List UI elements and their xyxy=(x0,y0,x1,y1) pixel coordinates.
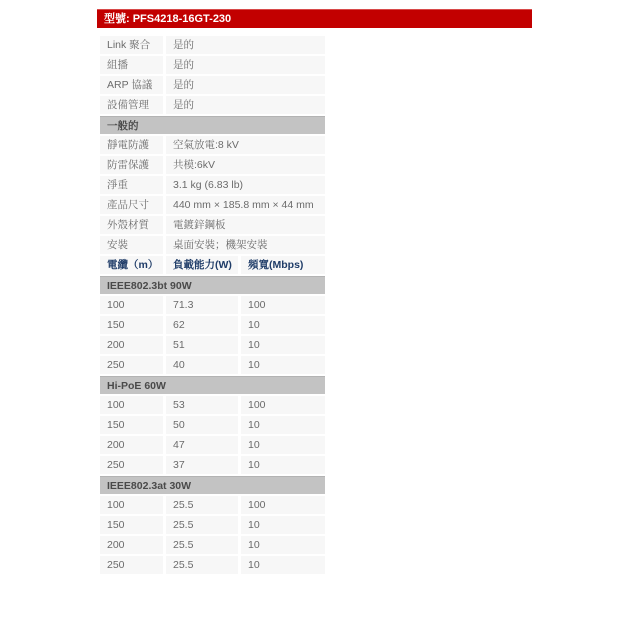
spec-row xyxy=(100,36,325,54)
spec-label: 產品尺寸 xyxy=(100,196,163,214)
poe-bandwidth: 10 xyxy=(241,556,325,574)
poe-header-row xyxy=(100,256,325,274)
section-header-poe: IEEE802.3at 30W xyxy=(100,476,325,494)
spec-row xyxy=(100,156,325,174)
poe-cable-length: 100 xyxy=(100,496,163,514)
poe-row xyxy=(100,536,325,554)
spec-row xyxy=(100,196,325,214)
poe-load-capacity: 50 xyxy=(166,416,238,434)
spec-row xyxy=(100,176,325,194)
poe-row xyxy=(100,436,325,454)
spec-label: 設備管理 xyxy=(100,96,163,114)
spec-label: 外殼材質 xyxy=(100,216,163,234)
poe-bandwidth: 10 xyxy=(241,336,325,354)
poe-load-capacity: 71.3 xyxy=(166,296,238,314)
poe-row xyxy=(100,456,325,474)
spec-table xyxy=(100,36,325,574)
spec-label: Link 聚合 xyxy=(100,36,163,54)
spec-value: 是的 xyxy=(166,56,325,74)
spec-value: 是的 xyxy=(166,96,325,114)
poe-cable-length: 200 xyxy=(100,436,163,454)
spec-row xyxy=(100,96,325,114)
poe-cable-length: 150 xyxy=(100,516,163,534)
poe-load-capacity: 37 xyxy=(166,456,238,474)
poe-row xyxy=(100,496,325,514)
spec-value: 電鍍鋅鋼板 xyxy=(166,216,325,234)
poe-cable-length: 200 xyxy=(100,336,163,354)
spec-label: 防雷保護 xyxy=(100,156,163,174)
spec-value: 桌面安裝；機架安裝 xyxy=(166,236,325,254)
model-label: 型號: PFS4218-16GT-230 xyxy=(104,13,232,25)
poe-cable-length: 150 xyxy=(100,316,163,334)
poe-bandwidth: 10 xyxy=(241,456,325,474)
spec-row xyxy=(100,136,325,154)
poe-load-capacity: 25.5 xyxy=(166,496,238,514)
spec-label: 淨重 xyxy=(100,176,163,194)
poe-load-capacity: 25.5 xyxy=(166,516,238,534)
poe-row xyxy=(100,516,325,534)
poe-cable-length: 150 xyxy=(100,416,163,434)
poe-row xyxy=(100,416,325,434)
poe-load-capacity: 62 xyxy=(166,316,238,334)
spec-label: 安裝 xyxy=(100,236,163,254)
spec-row xyxy=(100,216,325,234)
poe-load-capacity: 51 xyxy=(166,336,238,354)
section-header-general: 一般的 xyxy=(100,116,325,134)
poe-cable-length: 200 xyxy=(100,536,163,554)
poe-cable-length: 100 xyxy=(100,296,163,314)
poe-bandwidth: 100 xyxy=(241,496,325,514)
poe-bandwidth: 10 xyxy=(241,356,325,374)
poe-bandwidth: 10 xyxy=(241,436,325,454)
section-header-poe: IEEE802.3bt 90W xyxy=(100,276,325,294)
spec-value: 440 mm × 185.8 mm × 44 mm xyxy=(166,196,325,214)
poe-row xyxy=(100,356,325,374)
spec-label: 靜電防護 xyxy=(100,136,163,154)
spec-row xyxy=(100,76,325,94)
spec-label: 組播 xyxy=(100,56,163,74)
spec-label: ARP 協議 xyxy=(100,76,163,94)
poe-bandwidth: 100 xyxy=(241,296,325,314)
poe-bandwidth: 10 xyxy=(241,416,325,434)
poe-bandwidth: 100 xyxy=(241,396,325,414)
section-header-poe: Hi-PoE 60W xyxy=(100,376,325,394)
model-header-bar xyxy=(97,9,532,28)
poe-cable-length: 250 xyxy=(100,356,163,374)
poe-row xyxy=(100,296,325,314)
poe-load-capacity: 25.5 xyxy=(166,556,238,574)
spec-value: 是的 xyxy=(166,36,325,54)
poe-cable-length: 250 xyxy=(100,556,163,574)
poe-row xyxy=(100,316,325,334)
poe-bandwidth: 10 xyxy=(241,536,325,554)
poe-row xyxy=(100,556,325,574)
poe-load-capacity: 25.5 xyxy=(166,536,238,554)
poe-load-capacity: 47 xyxy=(166,436,238,454)
poe-cable-length: 250 xyxy=(100,456,163,474)
spec-value: 共模:6kV xyxy=(166,156,325,174)
poe-bandwidth: 10 xyxy=(241,316,325,334)
poe-row xyxy=(100,336,325,354)
poe-col-header-cable: 電纜（m） xyxy=(100,256,163,274)
spec-row xyxy=(100,236,325,254)
poe-col-header-bandwidth: 頻寬(Mbps) xyxy=(241,256,325,274)
poe-col-header-load: 負載能力(W) xyxy=(166,256,238,274)
spec-value: 是的 xyxy=(166,76,325,94)
poe-load-capacity: 53 xyxy=(166,396,238,414)
spec-value: 3.1 kg (6.83 lb) xyxy=(166,176,325,194)
poe-load-capacity: 40 xyxy=(166,356,238,374)
poe-bandwidth: 10 xyxy=(241,516,325,534)
poe-cable-length: 100 xyxy=(100,396,163,414)
spec-row xyxy=(100,56,325,74)
spec-value: 空氣放電:8 kV xyxy=(166,136,325,154)
poe-row xyxy=(100,396,325,414)
